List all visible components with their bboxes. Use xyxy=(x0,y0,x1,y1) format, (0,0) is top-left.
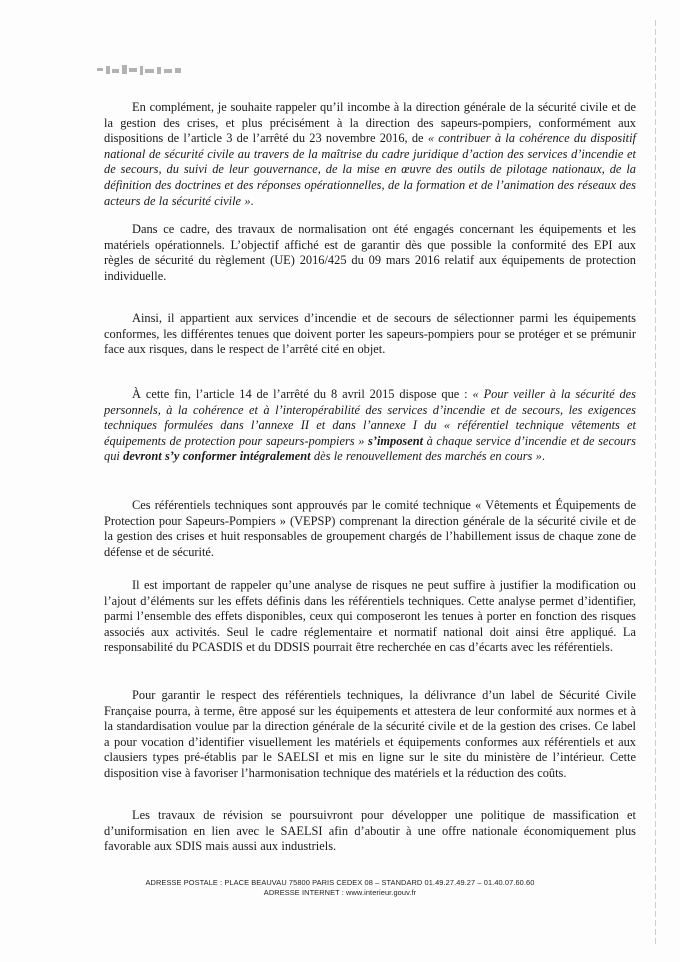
paragraph-normalisation xyxy=(104,222,636,284)
paragraph-article-14 xyxy=(104,387,636,465)
paragraph-risk-analysis xyxy=(104,578,636,656)
p6-text: Il est important de rappeler qu’une analyse de risques ne peut suffire à justifier la modification ou l’ajout d’éléments sur les effets définis dans les référentiels techniques. Cette analyse permet d’identifier, parmi l’ensemble des effets disponibles, ceux qui composeront les tenues à porter en fonction des risques associés aux activités. Seul le cadre réglementaire et normatif national doit ainsi être appliqué. La responsabilité du PCASDIS et du DDSIS pourrait être recherchée en cas d’écarts avec les référentiels. xyxy=(104,578,636,655)
footer-postal-address: ADRESSE POSTALE : PLACE BEAUVAU 75800 PARIS CEDEX 08 – STANDARD 01.49.27.49.27 – 01.40.07.60.60 xyxy=(145,878,535,887)
p4-emphasis-b: devront s’y conformer intégralement xyxy=(123,449,311,464)
p1-text-a: En complément, je souhaite rappeler qu’il incombe à la direction générale de la sécurité civile et de la gestion des crises, et plus précisément à la direction des sapeurs-pompiers, conformément aux dispositions de l’article 3 de l’arrêté du 23 novembre 2016, de xyxy=(104,100,636,146)
header-scan-artifact xyxy=(97,63,187,77)
paragraph-vepsp xyxy=(104,498,636,560)
p4-quote-c: dès le renouvellement des marchés en cours » xyxy=(310,449,542,464)
p2-text: Dans ce cadre, des travaux de normalisation ont été engagés concernant les équipements et les matériels opérationnels. L’objectif affiché est de garantir dès que possible la conformité des EPI aux règles de sécurité du règlement (UE) 2016/425 du 09 mars 2016 relatif aux équipements de protection individuelle. xyxy=(104,222,636,283)
paragraph-selection xyxy=(104,311,636,358)
paragraph-label xyxy=(104,688,636,782)
paragraph-dgscgc-role xyxy=(104,100,636,209)
p1-quote: « contribuer à la cohérence du dispositif national de sécurité civile au travers de la maîtrise du cadre juridique d’action des services d’incendie et de secours, du suivi de leur gouvernance, de la mise en œuvre des outils de pilotage nationaux, de la définition des doctrines et des réponses opérationnelles, de la formation et de l’animation des réseaux des acteurs de la sécurité civile » xyxy=(104,131,636,208)
p4-quote-a: « Pour veiller à la sécurité des personnels, à la cohérence et à l’interopérabilité des services d’incendie et de secours, les exigences techniques formulées dans l’annexe II et dans l’annexe I du « référentiel technique vêtements et équipements de protection pour sapeurs-pompiers » xyxy=(104,387,636,448)
scan-edge-line xyxy=(655,20,656,945)
paragraph-revision xyxy=(104,808,636,855)
p3-text: Ainsi, il appartient aux services d’incendie et de secours de sélectionner parmi les équipements conformes, les différentes tenues que doivent porter les sapeurs-pompiers pour se protéger et se prémunir face aux risques, dans le respect de l’arrêté cité en objet. xyxy=(104,311,636,357)
p4-quote-b: à chaque service d’incendie et de secours qui xyxy=(104,433,636,464)
p7-text: Pour garantir le respect des référentiels techniques, la délivrance d’un label de Sécurité Civile Française pourra, à terme, être apposé sur les équipements et attestera de leur conformité aux normes et à la standardisation voulue par la direction générale de la sécurité civile et de la gestion des crises. Ce label a pour vocation d’identifier visuellement les matériels et équipements conformes aux référentiels et aux clausiers types pré-établis par le SAELSI et mis en ligne sur le site du ministère de l’intérieur. Cette disposition vise à favoriser l’harmonisation technique des matériels et la réduction des coûts. xyxy=(104,688,636,780)
p5-text: Ces référentiels techniques sont approuvés par le comité technique « Vêtements et Équipements de Protection pour Sapeurs-Pompiers » (VEPSP) comprenant la direction générale de la sécurité civile et de la gestion des crises et huit responsables de groupement chargés de l’habillement issus de chaque zone de défense et de sécurité. xyxy=(104,498,636,559)
p4-emphasis-a: s’imposent xyxy=(368,433,424,448)
p8-text: Les travaux de révision se poursuivront pour développer une politique de massification et d’uniformisation en lien avec le SAELSI afin d’aboutir à une offre nationale économiquement plus favorable aux SDIS mais aussi aux industriels. xyxy=(104,808,636,854)
p4-text-b: . xyxy=(541,449,545,464)
footer-website: ADRESSE INTERNET : www.interieur.gouv.fr xyxy=(263,888,417,897)
p4-text-a: À cette fin, l’article 14 de l’arrêté du 8 avril 2015 dispose que : xyxy=(132,387,473,401)
p1-text-b: . xyxy=(250,193,254,208)
